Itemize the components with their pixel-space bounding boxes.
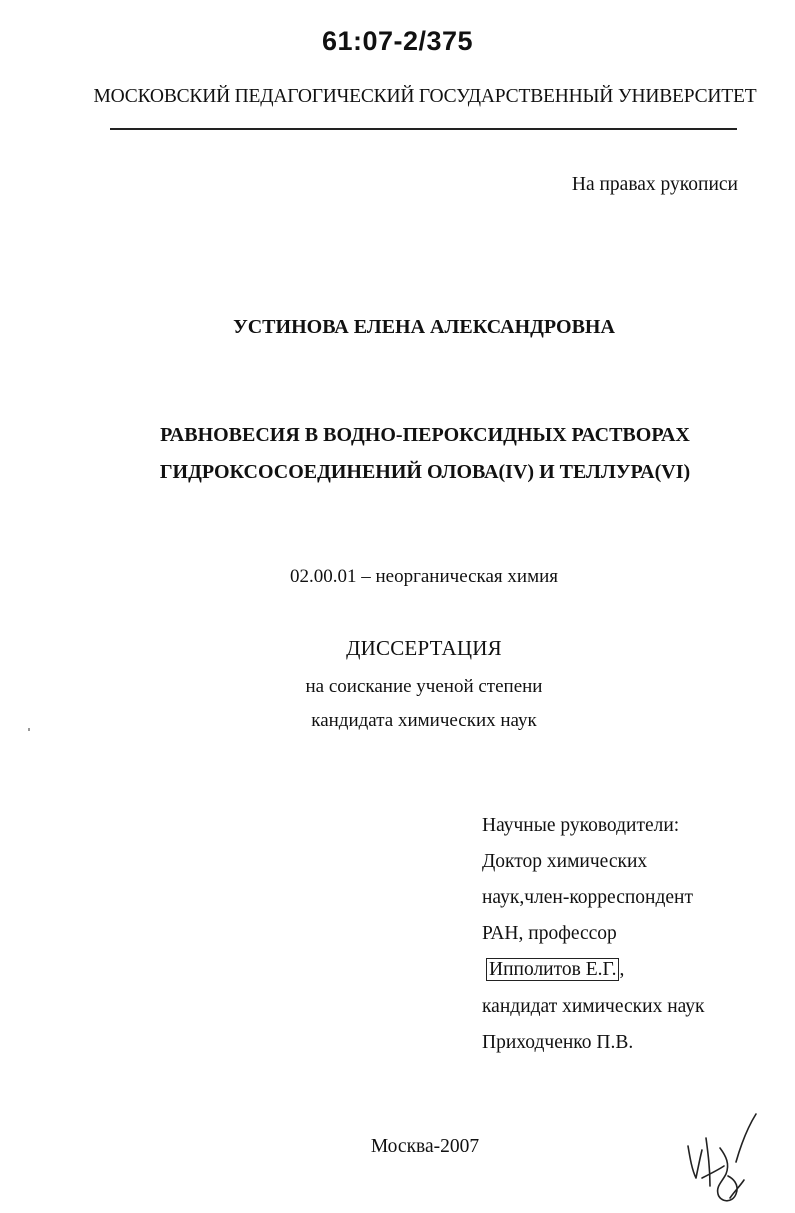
supervisor-title-line-1: Доктор химических bbox=[482, 851, 648, 872]
supervisor-title-line-2: наук,член-корреспондент bbox=[482, 887, 694, 908]
supervisor-name-1-suffix: , bbox=[619, 959, 625, 980]
thesis-title-line-2: ГИДРОКСОСОЕДИНЕНИЙ ОЛОВА(IV) И ТЕЛЛУРА(VI) bbox=[159, 461, 691, 483]
specialty-code: 02.00.01 – неорганическая химия bbox=[289, 566, 559, 587]
supervisor-name-2: Приходченко П.В. bbox=[482, 1032, 634, 1053]
university-name: МОСКОВСКИЙ ПЕДАГОГИЧЕСКИЙ ГОСУДАРСТВЕННЫЙ УНИВЕРСИТЕТ bbox=[93, 86, 757, 107]
thesis-title-line-1: РАВНОВЕСИЯ В ВОДНО-ПЕРОКСИДНЫХ РАСТВОРАХ bbox=[160, 424, 690, 446]
supervisors-heading: Научные руководители: bbox=[482, 815, 680, 836]
supervisor-name-1: Ипполитов Е.Г. bbox=[486, 958, 619, 981]
header-divider bbox=[110, 128, 737, 130]
degree-line-1: на соискание ученой степени bbox=[305, 676, 543, 697]
archive-stamp-number: 61:07-2/375 bbox=[321, 26, 474, 56]
scan-speck bbox=[28, 728, 30, 731]
supervisor-title-line-5: кандидат химических наук bbox=[482, 996, 705, 1017]
supervisor-name-1-wrapper bbox=[486, 959, 624, 981]
manuscript-rights-note: На правах рукописи bbox=[571, 174, 738, 195]
work-type-heading: ДИССЕРТАЦИЯ bbox=[346, 636, 502, 660]
handwritten-signature-icon bbox=[680, 1108, 770, 1213]
degree-line-2: кандидата химических наук bbox=[311, 710, 537, 731]
city-year: Москва-2007 bbox=[370, 1136, 480, 1157]
author-name: УСТИНОВА ЕЛЕНА АЛЕКСАНДРОВНА bbox=[233, 316, 615, 338]
supervisor-title-line-3: РАН, профессор bbox=[482, 923, 617, 944]
